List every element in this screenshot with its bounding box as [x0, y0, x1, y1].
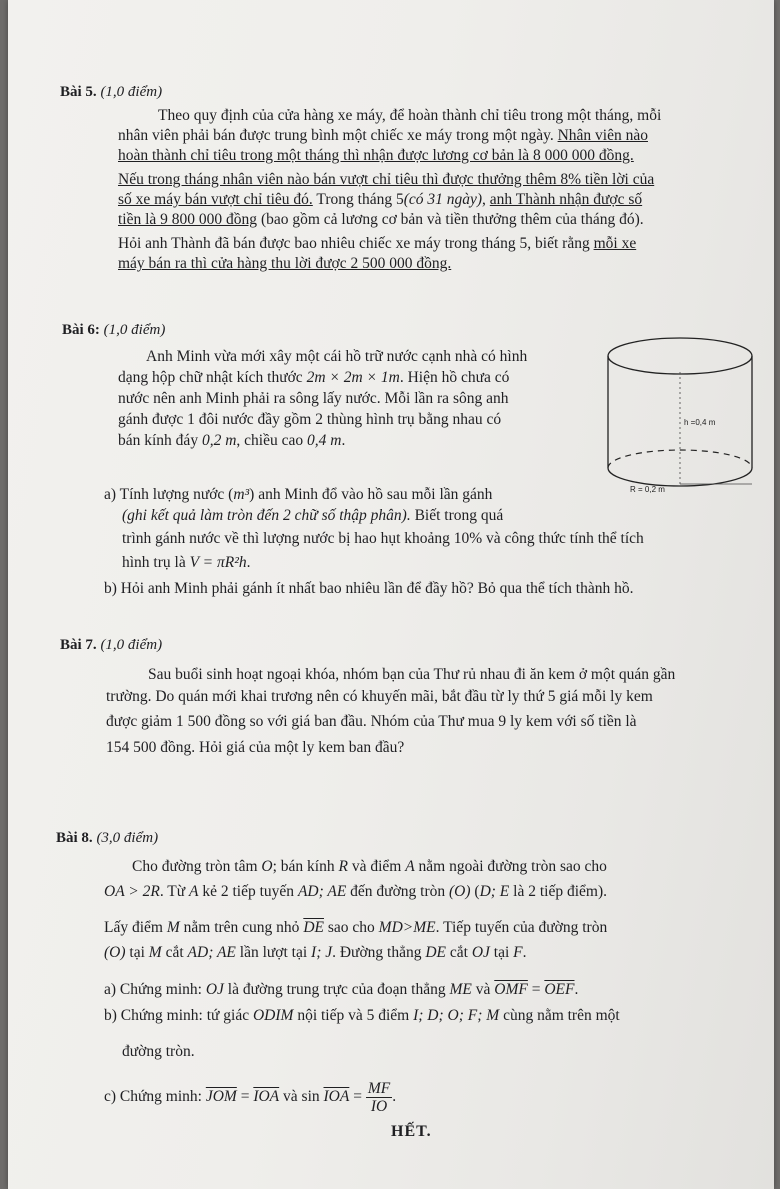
b8-heading — [56, 829, 158, 848]
b8-part-a: a) Chứng minh: OJ là đường trung trực của đoạn thẳng ME và $\overline{OMF} = \overline{OEF}$. — [104, 981, 579, 998]
b7-title: Bài 7. — [60, 637, 97, 653]
b5-line-3: hoàn thành chỉ tiêu trong một tháng thì nhận được lương cơ bản là 8 000 000 đồng. — [118, 147, 634, 164]
b7-line-4: 154 500 đồng. Hỏi giá của một ly kem ban đầu? — [106, 739, 405, 756]
b5-line-8: máy bán ra thì cửa hàng thu lời được 2 500 000 đồng. — [118, 255, 452, 272]
fraction-mf-io: $\frac{MF}{IO}$ — [367, 1080, 391, 1115]
b6-line-3: nước nên anh Minh phải ra sông lấy nước. Mỗi lần ra sông anh — [118, 390, 509, 407]
height-label: h =0,4 m — [684, 418, 716, 427]
radius-label: R = 0,2 m — [630, 485, 665, 494]
b8-points: (3,0 điểm) — [96, 830, 159, 846]
b6-part-b: b) Hỏi anh Minh phải gánh ít nhất bao nhiêu lần để đầy hồ? Bỏ qua thể tích thành hồ. — [104, 580, 634, 597]
b5-line-5: số xe máy bán vượt chỉ tiêu đó. Trong tháng 5(có 31 ngày), anh Thành nhận được số — [118, 191, 643, 208]
b8-title: Bài 8. — [56, 830, 93, 846]
b7-problem — [106, 664, 774, 759]
b7-points: (1,0 điểm) — [100, 637, 163, 653]
b5-points: (1,0 điểm) — [100, 84, 163, 100]
b5-line-4: Nếu trong tháng nhân viên nào bán vượt chỉ tiêu thì được thưởng thêm 8% tiền lời của — [118, 171, 655, 188]
b6-line-4: gánh được 1 đôi nước đầy gồm 2 thùng hình trụ bằng nhau có — [118, 411, 502, 428]
b6-line-5: bán kính đáy 0,2 m, chiều cao 0,4 m. — [118, 432, 346, 449]
b5-problem — [118, 106, 770, 274]
b7-line-2: trường. Do quán mới khai trương nên có khuyến mãi, bắt đầu từ ly thứ 5 giá mỗi ly kem — [106, 688, 653, 705]
b8-line-3: Lấy điểm M nằm trên cung nhỏ $\overline{DE}$ sao cho MD>ME. Tiếp tuyến của đường tròn — [104, 919, 608, 936]
b8-line-2: OA > 2R. Từ A kẻ 2 tiếp tuyến AD; AE đến đường tròn (O) (D; E là 2 tiếp điểm). — [104, 883, 607, 900]
b7-heading — [60, 636, 162, 655]
cylinder-figure — [604, 332, 756, 504]
b6-part-a — [104, 484, 774, 573]
b6-a-line-2: (ghi kết quả làm tròn đến 2 chữ số thập phân). Biết trong quá — [122, 507, 504, 524]
b5-heading — [60, 83, 162, 102]
b5-line-2: nhân viên phải bán được trung bình một chiếc xe máy trong một ngày. Nhân viên nào — [118, 127, 648, 144]
b5-line-7: Hỏi anh Thành đã bán được bao nhiêu chiếc xe máy trong tháng 5, biết rằng mỗi xe — [118, 235, 637, 252]
b6-heading — [62, 321, 165, 340]
b8-problem — [104, 854, 776, 965]
b7-line-1: Sau buổi sinh hoạt ngoại khóa, nhóm bạn của Thư rủ nhau đi ăn kem ở một quán gần — [148, 666, 676, 683]
b6-title: Bài 6: — [62, 322, 100, 338]
b6-points: (1,0 điểm) — [103, 322, 166, 338]
end-marker: HẾT. — [391, 1123, 432, 1140]
b6-line-2: dạng hộp chữ nhật kích thước 2m × 2m × 1m. Hiện hồ chưa có — [118, 369, 510, 386]
b5-line-1: Theo quy định của cửa hàng xe máy, để hoàn thành chỉ tiêu trong một tháng, mỗi — [158, 107, 662, 124]
b5-title: Bài 5. — [60, 84, 97, 100]
b6-line-1: Anh Minh vừa mới xây một cái hồ trữ nước cạnh nhà có hình — [146, 348, 528, 365]
b6-problem — [118, 346, 598, 451]
b5-line-6: tiền là 9 800 000 đồng (bao gồm cả lương cơ bản và tiền thưởng thêm của tháng đó). — [118, 211, 644, 228]
b6-a-line-1: a) Tính lượng nước (m³) anh Minh đổ vào hồ sau mỗi lần gánh — [104, 486, 493, 503]
cylinder-top-ellipse — [608, 338, 752, 374]
b7-line-3: được giảm 1 500 đồng so với giá ban đầu. Nhóm của Thư mua 9 ly kem với số tiền là — [106, 713, 637, 730]
b8-part-b-cont: đường tròn. — [122, 1043, 195, 1060]
b8-line-4: (O) tại M cắt AD; AE lần lượt tại I; J. Đường thẳng DE cắt OJ tại F. — [104, 944, 527, 961]
b8-part-c: c) Chứng minh: $\overline{JOM} = \overline{IOA}$ và $\sin \overline{IOA}$ = $\frac{MF}{IO}$ . — [104, 1080, 397, 1115]
b8-line-1: Cho đường tròn tâm O; bán kính R và điểm A nằm ngoài đường tròn sao cho — [132, 858, 607, 875]
b6-a-line-4: hình trụ là V = πR²h. — [122, 554, 251, 571]
b8-part-b: b) Chứng minh: tứ giác ODIM nội tiếp và 5 điểm I; D; O; F; M cùng nằm trên một — [104, 1007, 620, 1024]
b6-a-line-3: trình gánh nước về thì lượng nước bị hao hụt khoảng 10% và công thức tính thể tích — [122, 530, 644, 547]
